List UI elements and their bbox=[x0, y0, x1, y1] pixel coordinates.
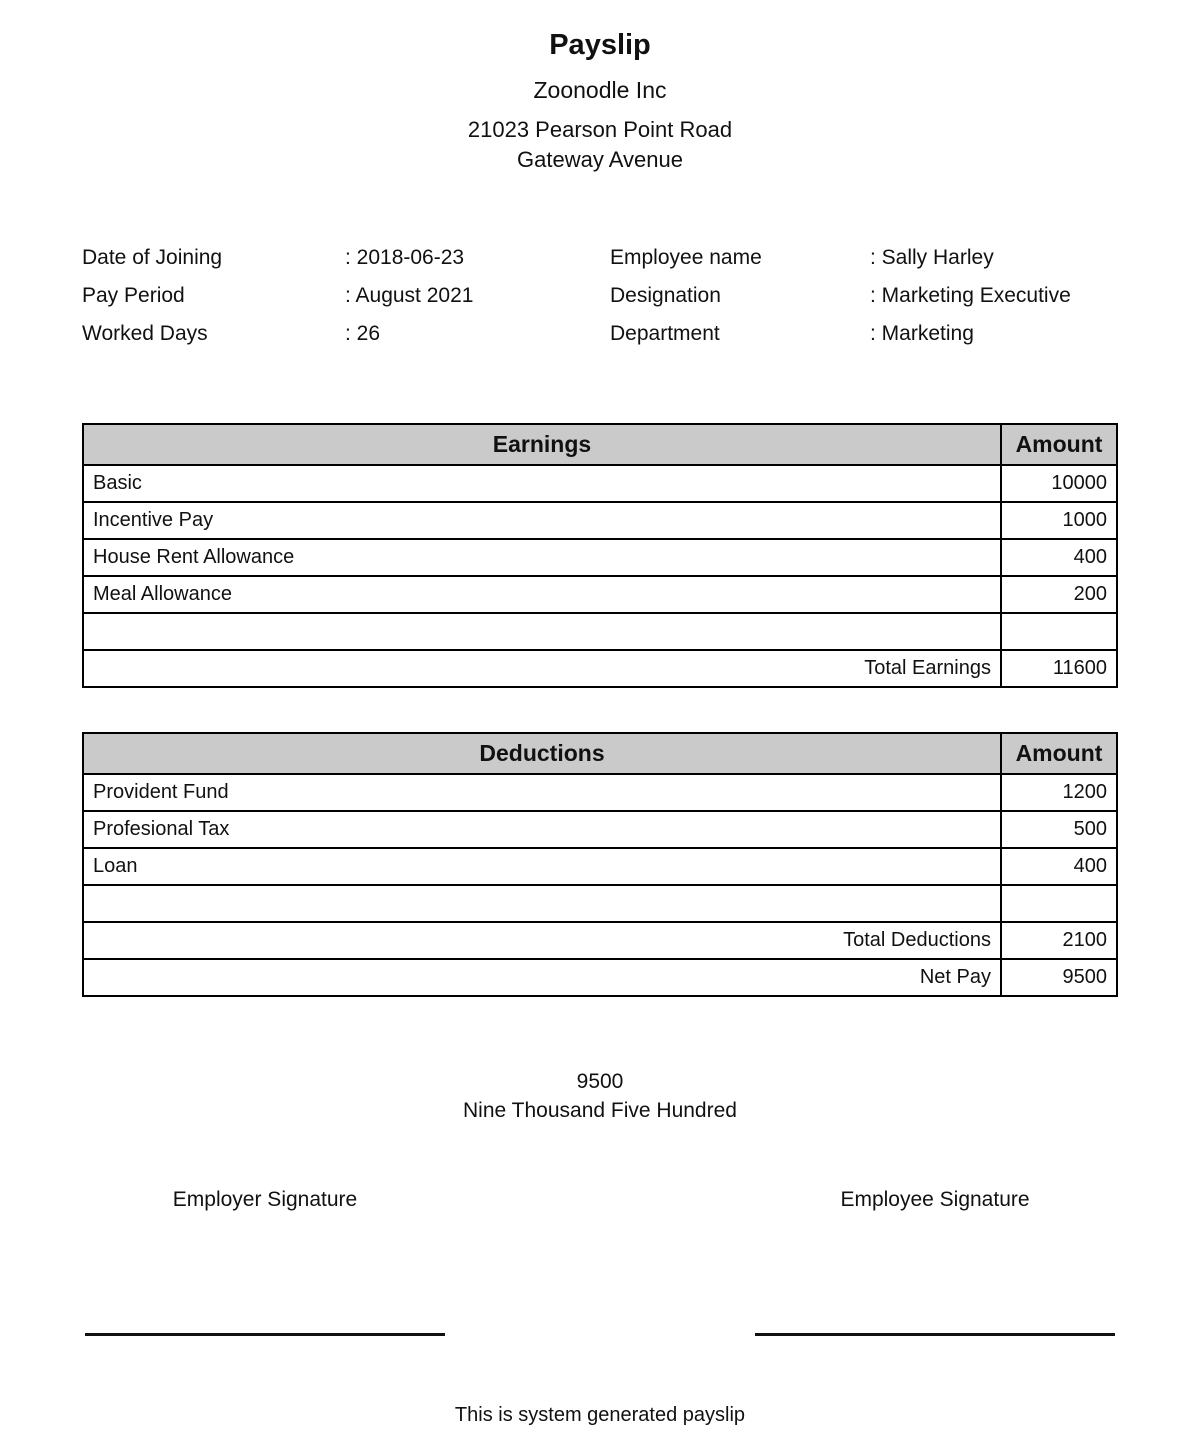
detail-label-department: Department bbox=[610, 322, 720, 345]
deductions-header-amount: Amount bbox=[1001, 733, 1117, 774]
detail-value-designation: : Marketing Executive bbox=[870, 284, 1071, 307]
page-title: Payslip bbox=[549, 29, 651, 61]
table-row bbox=[83, 811, 1117, 848]
net-pay-amount: 9500 bbox=[576, 1070, 624, 1093]
earning-amount-cell: 200 bbox=[1001, 576, 1117, 613]
earning-amount-cell: 400 bbox=[1001, 539, 1117, 576]
company-name: Zoonodle Inc bbox=[533, 77, 667, 103]
detail-label-date-of-joining: Date of Joining bbox=[82, 246, 223, 269]
table-row-empty bbox=[83, 885, 1117, 922]
address-line-2: Gateway Avenue bbox=[517, 147, 683, 172]
detail-value-pay-period: : August 2021 bbox=[345, 284, 474, 307]
earning-amount-cell bbox=[1001, 613, 1117, 650]
earning-label-cell: House Rent Allowance bbox=[83, 539, 1001, 576]
table-row bbox=[83, 576, 1117, 613]
deduction-amount-cell: 1200 bbox=[1001, 774, 1117, 811]
table-row bbox=[83, 774, 1117, 811]
detail-label-pay-period: Pay Period bbox=[82, 284, 185, 307]
detail-label-worked-days: Worked Days bbox=[82, 322, 208, 345]
detail-value-department: : Marketing bbox=[870, 322, 974, 345]
table-row bbox=[83, 539, 1117, 576]
deduction-label-cell: Provident Fund bbox=[83, 774, 1001, 811]
detail-value-worked-days: : 26 bbox=[345, 322, 381, 345]
net-pay-summary bbox=[0, 1067, 1200, 1125]
earning-amount-cell: 1000 bbox=[1001, 502, 1117, 539]
employee-signature-line bbox=[755, 1333, 1115, 1336]
total-earnings-amount: 11600 bbox=[1001, 650, 1117, 687]
table-row-empty bbox=[83, 613, 1117, 650]
total-deductions-amount: 2100 bbox=[1001, 922, 1117, 959]
deductions-header-title: Deductions bbox=[83, 733, 1001, 774]
employee-details bbox=[82, 239, 1140, 353]
employer-signature-line bbox=[85, 1333, 445, 1336]
address-line-1: 21023 Pearson Point Road bbox=[467, 117, 733, 142]
earnings-header-amount: Amount bbox=[1001, 424, 1117, 465]
document-header bbox=[0, 28, 1200, 175]
deduction-amount-cell bbox=[1001, 885, 1117, 922]
signature-lines bbox=[85, 1333, 1115, 1336]
earnings-header-row bbox=[83, 424, 1117, 465]
table-row bbox=[83, 502, 1117, 539]
total-earnings-row bbox=[83, 650, 1117, 687]
deductions-table bbox=[82, 732, 1118, 997]
total-earnings-label: Total Earnings bbox=[83, 650, 1001, 687]
earning-label-cell bbox=[83, 613, 1001, 650]
employer-signature-label: Employer Signature bbox=[172, 1188, 358, 1211]
earning-label-cell: Basic bbox=[83, 465, 1001, 502]
earnings-header-title: Earnings bbox=[83, 424, 1001, 465]
table-row bbox=[83, 848, 1117, 885]
deduction-label-cell: Loan bbox=[83, 848, 1001, 885]
signature-labels bbox=[85, 1187, 1115, 1213]
deduction-label-cell bbox=[83, 885, 1001, 922]
earning-label-cell: Incentive Pay bbox=[83, 502, 1001, 539]
total-deductions-label: Total Deductions bbox=[83, 922, 1001, 959]
deductions-header-row bbox=[83, 733, 1117, 774]
employee-signature-label: Employee Signature bbox=[840, 1188, 1030, 1211]
deduction-amount-cell: 500 bbox=[1001, 811, 1117, 848]
footer-note: This is system generated payslip bbox=[454, 1404, 746, 1426]
net-pay-row bbox=[83, 959, 1117, 996]
total-deductions-row bbox=[83, 922, 1117, 959]
deduction-amount-cell: 400 bbox=[1001, 848, 1117, 885]
net-pay-words: Nine Thousand Five Hundred bbox=[463, 1099, 737, 1122]
earnings-table bbox=[82, 423, 1118, 688]
detail-value-date-of-joining: : 2018-06-23 bbox=[345, 246, 465, 269]
earning-amount-cell: 10000 bbox=[1001, 465, 1117, 502]
detail-label-designation: Designation bbox=[610, 284, 721, 307]
table-row bbox=[83, 465, 1117, 502]
detail-label-employee-name: Employee name bbox=[610, 246, 762, 269]
company-address bbox=[0, 115, 1200, 175]
net-pay-amount-cell: 9500 bbox=[1001, 959, 1117, 996]
earning-label-cell: Meal Allowance bbox=[83, 576, 1001, 613]
deduction-label-cell: Profesional Tax bbox=[83, 811, 1001, 848]
detail-value-employee-name: : Sally Harley bbox=[870, 246, 994, 269]
net-pay-label: Net Pay bbox=[83, 959, 1001, 996]
